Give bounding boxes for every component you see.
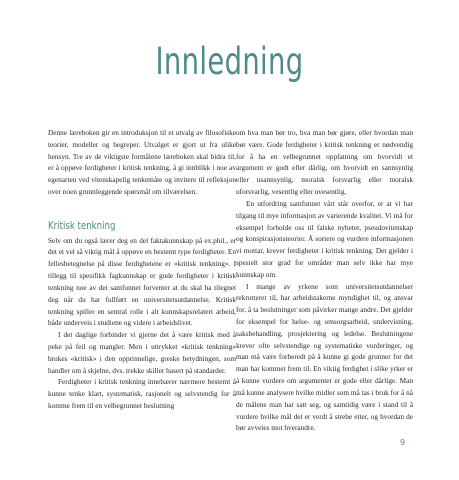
page-title: Innledning [155,40,304,83]
paragraph-gap [48,198,236,210]
page-number: 9 [400,438,406,447]
intro-paragraph: Denne læreboken gir en introduksjon til et utvalg av filosofiske teorier, modeller og begreper. Utvalget er gjort ut fra ulike hensyn. Tre av de viktigste formålene læreboken skal bidra til, er å oppøve ferdigheter i kritisk tenkning, å gi innblikk i noe av egenarten ved vitenskapelig tenkemåte og invitere til refleksjon over noen grunnleggende spørsmål om tilværelsen. [48,128,236,197]
body-paragraph: En utfordring samfunnet vårt står overfor, er at vi har tilgang til mye informasjon av varierende kvalitet. Vi må for eksempel forholde oss til falske nyheter, pseudovitenskap og konspirasjonsteorier. Å sortere og vurdere informasjonen vi mottar, krever ferdigheter i kritisk tenkning. Det gjelder i spesielt stor grad for områder man selv ikke har mye kunnskap om. [236,198,413,279]
left-column [48,127,236,412]
body-paragraph: Ferdigheter i kritisk tenkning innebærer nærmere bestemt å kunne tenke klart, systematisk, rasjonelt og selvstendig for å komme frem til en velbegrunnet beslutning [48,377,236,411]
body-paragraph: Selv om du også lærer deg en del faktakunnskap på ex.phil., er det et vel så viktig mål å oppøve en bestemt type ferdigheter. En fellesbetegnelse på disse ferdighetene er «kritisk tenkning». I tillegg til spesifikk fagkunnskap er gode ferdigheter i kritisk tenkning noe av det samfunnet forventer at du skal ha tilegnet deg når du har fullført en universitetsutdannelse. Kritisk tenkning spiller en sentral rolle i alt kunnskapsrelatert arbeid, både underveis i studiene og videre i arbeidslivet. [48,235,236,328]
body-paragraph: om hva man bør tro, hva man bør gjøre, eller hvordan man bør være. Gode ferdigheter i kritisk tenkning er nødvendig for å ha en velbegrunnet oppfatning om hvorvidt et argument er godt eller dårlig, om hvorvidt en sannsynlig eller usannsynlig, moralsk forsvarlig eller moralsk uforsvarlig, vesentlig eller uvesentlig. [236,128,413,197]
body-paragraph: I mange av yrkene som universitetsutdannelser rekrutterer til, har arbeidstakerne myndighet til, og ansvar for, å ta beslutninger som påvirker mange andre. Det gjelder for eksempel for helse- og omsorgsarbeid, undervisning, saksbehandling, prosjektering og ledelse. Beslutningene krever ofte selvstendige og systematiske vurderinger, og man må være forberedt på å kunne gi gode grunner for det man har kommet frem til. En viktig ferdighet i slike yrker er å kunne vurdere om argumenter er gode eller dårlige. Man må kunne analysere hvilke midler som må tas i bruk for å nå de målene man har satt seg, og samtidig være i stand til å vurdere hvilke mål det er verdt å strebe etter, og hvordan de bør avveies mot hverandre. [236,281,413,433]
right-column [236,127,413,434]
section-heading-kritisk-tenkning: Kritisk tenkning [48,219,116,232]
body-paragraph: I det daglige forbinder vi gjerne det å være kritisk med å peke på feil og mangler. Men i uttrykket «kritisk tenkning» brukes «kritisk» i den opprinnelige, greske betydningen, som handler om å skjelne, dvs. trekke skiller basert på standarder. [48,330,236,375]
